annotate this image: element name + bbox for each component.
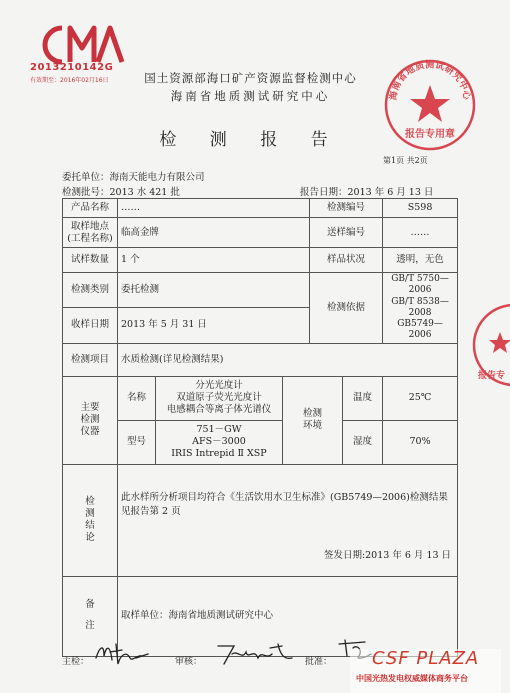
main-instruments-label-line: 主要 — [80, 402, 100, 414]
test-basis-value: GB5749—2006 — [397, 319, 443, 341]
test-number-label: 检测编号 — [310, 199, 383, 218]
product-name-label: 产品名称 — [63, 199, 118, 218]
conclusion-label-char: 论 — [85, 531, 95, 543]
instrument-models — [156, 420, 283, 464]
remarks-label-char: 备 — [85, 599, 95, 611]
instrument-name: 双道原子荧光光度计 — [176, 392, 262, 404]
receipt-date-value: 2013 年 5 月 31 日 — [118, 308, 310, 343]
sample-status-value: 透明，无色 — [383, 248, 458, 273]
test-basis-values — [383, 273, 458, 344]
environment-label-line: 环境 — [303, 420, 323, 431]
reviewer-signature — [212, 638, 302, 668]
cma-number: 2013210142G — [30, 62, 114, 73]
sampling-site-label-line2: (工程名称) — [67, 232, 113, 244]
conclusion-label-char: 检 — [85, 496, 95, 508]
page-indicator: 第1页 共2页 — [383, 156, 428, 165]
issue-date: 签发日期:2013 年 6 月 13 日 — [323, 549, 452, 561]
inspector-label: 主检： — [62, 657, 90, 667]
instrument-model-label: 型号 — [118, 420, 156, 464]
sampling-site-value: 临高金牌 — [118, 218, 310, 248]
conclusion-label — [63, 464, 118, 576]
test-category-label: 检测类别 — [63, 273, 118, 308]
seal-label: 报告专用章 — [405, 129, 455, 140]
test-category-value: 委托检测 — [118, 273, 310, 308]
conclusion-text: 此水样所分析项目均符合《生活饮用水卫生标准》(GB5749—2006)检测结果见报告第 2 页 — [121, 491, 448, 517]
instrument-model: 751－GW — [196, 424, 242, 436]
approver-label: 批准： — [305, 657, 333, 667]
test-basis-label: 检测依据 — [310, 273, 383, 344]
remarks-label-char: 注 — [85, 620, 95, 631]
receipt-date-label: 收样日期 — [63, 308, 118, 343]
report-table — [62, 198, 458, 657]
test-number-value: S598 — [383, 199, 458, 218]
environment-label-line: 检测 — [303, 408, 323, 420]
star-icon — [410, 85, 450, 122]
test-basis-value: GB/T 5750—2006 — [391, 274, 449, 296]
test-batch: 检测批号：2013 水 421 批 — [62, 187, 180, 198]
partial-seal-label: 报告专 — [478, 371, 506, 381]
instrument-names — [156, 376, 283, 420]
conclusion-label-char: 结 — [85, 520, 95, 531]
seal-text: 海南省地质测试研究中心 — [388, 60, 472, 102]
test-item-label: 检测项目 — [63, 343, 118, 376]
sample-count-value: 1 个 — [118, 248, 310, 273]
submitter-value: …… — [383, 218, 458, 248]
inspector-signature — [92, 638, 152, 668]
sample-status-label: 样品状况 — [310, 248, 383, 273]
watermark-brand: CSF PLAZA — [372, 648, 480, 669]
environment-label — [283, 376, 343, 464]
sampling-site-label-line1: 取样地点 — [70, 220, 109, 232]
instrument-name: 电感耦合等离子体光谱仪 — [166, 403, 272, 415]
report-date: 报告日期：2013 年 6 月 13 日 — [300, 187, 434, 198]
instrument-name-label: 名称 — [118, 376, 156, 420]
temperature-label: 温度 — [343, 376, 383, 420]
temperature-value: 25℃ — [383, 376, 458, 420]
partial-seal — [470, 290, 510, 400]
humidity-value: 70% — [383, 420, 458, 464]
sample-count-label: 试样数量 — [63, 248, 118, 273]
instrument-model: IRIS Intrepid Ⅱ XSP — [171, 447, 267, 459]
product-name-value: …… — [118, 199, 310, 218]
official-seal — [380, 55, 480, 155]
main-instruments-label-line: 检测 — [80, 414, 100, 426]
conclusion-cell — [118, 464, 458, 576]
conclusion-label-char: 测 — [85, 508, 95, 520]
org-line-2: 海南省地质测试研究中心 — [170, 89, 331, 103]
reviewer-label: 审核： — [175, 657, 203, 667]
star-icon — [489, 332, 510, 353]
sampling-site-label — [63, 218, 118, 248]
test-basis-value: GB/T 8538—2008 — [391, 296, 449, 318]
cma-validity: 有效期至：2016年02月16日 — [30, 77, 109, 84]
instrument-model: AFS－3000 — [192, 436, 246, 448]
instrument-name: 分光光度计 — [195, 380, 243, 392]
main-instruments-label-line: 仪器 — [80, 425, 100, 437]
main-instruments-label — [63, 376, 118, 464]
test-item-value: 水质检测(详见检测结果) — [118, 343, 458, 376]
watermark-tagline: 中国光热发电权威媒体商务平台 — [356, 674, 468, 683]
report-title: 检 测 报 告 — [159, 130, 342, 150]
submitter-label: 送样编号 — [310, 218, 383, 248]
humidity-label: 湿度 — [343, 420, 383, 464]
remarks-value: 取样单位：海南省地质测试研究中心 — [118, 576, 458, 656]
org-line-1: 国土资源部海口矿产资源监督检测中心 — [144, 71, 357, 85]
client-unit: 委托单位：海南天能电力有限公司 — [62, 172, 205, 183]
